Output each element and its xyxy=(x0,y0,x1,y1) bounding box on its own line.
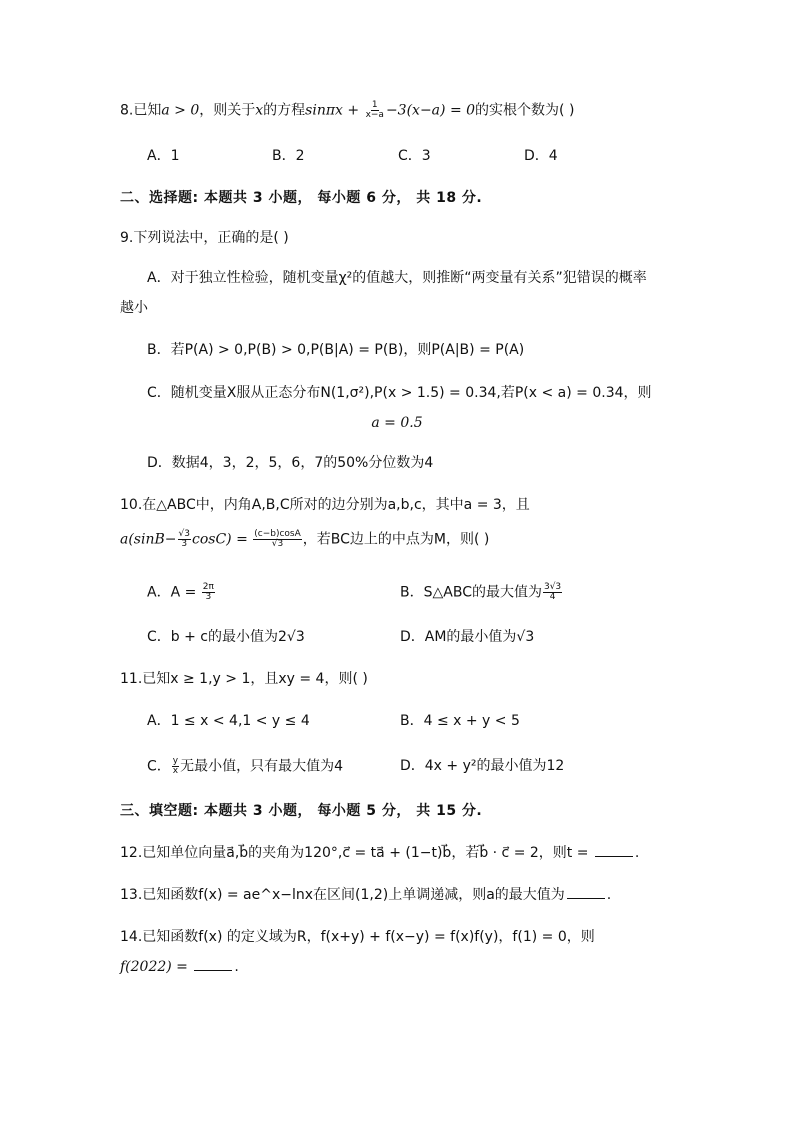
q10-frac1-num: √3 xyxy=(178,529,190,539)
q11-opt-c-den: x xyxy=(172,766,179,776)
q8-text: 的实根个数为( ) xyxy=(475,102,575,119)
q13-text: . xyxy=(606,887,612,903)
q8-frac-den: x−a xyxy=(365,110,384,120)
q10-option-b xyxy=(400,583,563,602)
q10-frac1-den: 3 xyxy=(181,539,188,549)
q8-condition: a > 0 xyxy=(161,102,200,119)
question-9-stem: 9.下列说法中，正确的是( ) xyxy=(120,230,289,246)
q10-option-c: C．b + c的最小值为2√3 xyxy=(147,629,305,645)
q10-fraction-2 xyxy=(253,530,302,549)
q10-opt-a-den: 3 xyxy=(205,592,212,602)
q11-option-b: B．4 ≤ x + y < 5 xyxy=(400,713,520,729)
q10-option-a xyxy=(147,583,216,602)
q8-fraction xyxy=(365,101,385,120)
q10-frac2-den: √3 xyxy=(271,539,284,549)
q10-fraction-1 xyxy=(178,530,191,549)
q10-opt-a-text: A．A = xyxy=(147,584,201,601)
q9-option-d: D．数据4，3，2，5，6，7的50%分位数为4 xyxy=(147,455,434,471)
q12-text: 12.已知单位向量a⃗,b⃗的夹角为120°,c⃗ = ta⃗ + (1−t)b⃗，若b⃗ · c⃗ = 2，则t = xyxy=(120,845,593,861)
q12-answer-blank xyxy=(595,844,633,857)
q8-option-a: A．1 xyxy=(147,148,180,164)
q13-text: 13.已知函数f(x) = ae^x−lnx在区间(1,2)上单调递减，则a的最大值为 xyxy=(120,887,565,903)
q10-opt-a-num: 2π xyxy=(202,582,214,592)
question-11-stem: 11.已知x ≥ 1,y > 1，且xy = 4，则( ) xyxy=(120,671,368,687)
q11-opt-c-text: 无最小值，只有最大值为4 xyxy=(180,758,344,775)
q8-frac-num: 1 xyxy=(371,100,378,110)
q8-equation-tail: −3(x−a) = 0 xyxy=(385,102,476,119)
q10-text: cosC) = xyxy=(191,531,253,548)
q8-text: 8.已知 xyxy=(120,102,162,119)
q9-option-a: A．对于独立性检验，随机变量χ²的值越大，则推断“两变量有关系”犯错误的概率 xyxy=(147,270,647,286)
q12-text: . xyxy=(634,845,640,861)
q8-text: 的方程 xyxy=(263,102,306,119)
q8-equation: sinπx + xyxy=(305,102,364,119)
q8-option-c: C．3 xyxy=(398,148,431,164)
q10-opt-b-den: 4 xyxy=(549,592,556,602)
q8-option-d: D．4 xyxy=(524,148,558,164)
q14-text: . xyxy=(234,959,239,975)
question-13 xyxy=(120,886,611,904)
q11-opt-c-num: y xyxy=(172,756,179,766)
section-2-header: 二、选择题: 本题共 3 小题， 每小题 6 分， 共 18 分. xyxy=(120,190,483,206)
q8-variable: x xyxy=(255,102,264,119)
q8-text: ，则关于 xyxy=(199,102,256,119)
question-14-stem: 14.已知函数f(x) 的定义域为R，f(x+y) + f(x−y) = f(x)f(y)，f(1) = 0，则 xyxy=(120,929,595,945)
question-8-stem xyxy=(120,101,574,120)
question-10-stem: 10.在△ABC中，内角A,B,C所对的边分别为a,b,c，其中a = 3，且 xyxy=(120,497,530,513)
q11-option-c xyxy=(147,757,343,776)
section-3-header: 三、填空题: 本题共 3 小题， 每小题 5 分， 共 15 分. xyxy=(120,803,483,819)
q9-option-b: B．若P(A) > 0,P(B) > 0,P(B|A) = P(B)，则P(A|B) = P(A) xyxy=(147,342,525,358)
q11-option-a: A．1 ≤ x < 4,1 < y ≤ 4 xyxy=(147,713,310,729)
q14-answer-blank xyxy=(194,958,232,971)
q10-opt-b-num: 3√3 xyxy=(543,582,562,592)
q14-text: f(2022) = xyxy=(120,959,193,975)
q9-option-c-cont: a = 0.5 xyxy=(371,415,423,431)
q10-text: a(sinB− xyxy=(120,531,177,548)
question-14-answer xyxy=(120,958,239,976)
q10-frac2-num: (c−b)cosA xyxy=(254,529,301,539)
question-12 xyxy=(120,844,639,862)
q10-opt-b-fraction xyxy=(543,583,562,602)
q11-option-d: D．4x + y²的最小值为12 xyxy=(400,758,565,774)
q8-option-b: B．2 xyxy=(272,148,305,164)
q11-opt-c-fraction xyxy=(172,757,179,776)
q10-opt-b-text: B．S△ABC的最大值为 xyxy=(400,584,542,601)
q11-opt-c-text: C． xyxy=(147,758,171,775)
q9-option-c: C．随机变量X服从正态分布N(1,σ²),P(x > 1.5) = 0.34,若P(x < a) = 0.34，则 xyxy=(147,385,652,401)
q10-opt-a-fraction xyxy=(202,583,215,602)
q10-option-d: D．AM的最小值为√3 xyxy=(400,629,535,645)
question-10-condition xyxy=(120,530,489,549)
q10-text: ，若BC边上的中点为M，则( ) xyxy=(302,531,490,548)
q9-option-a-cont: 越小 xyxy=(120,300,148,316)
q13-answer-blank xyxy=(567,886,605,899)
